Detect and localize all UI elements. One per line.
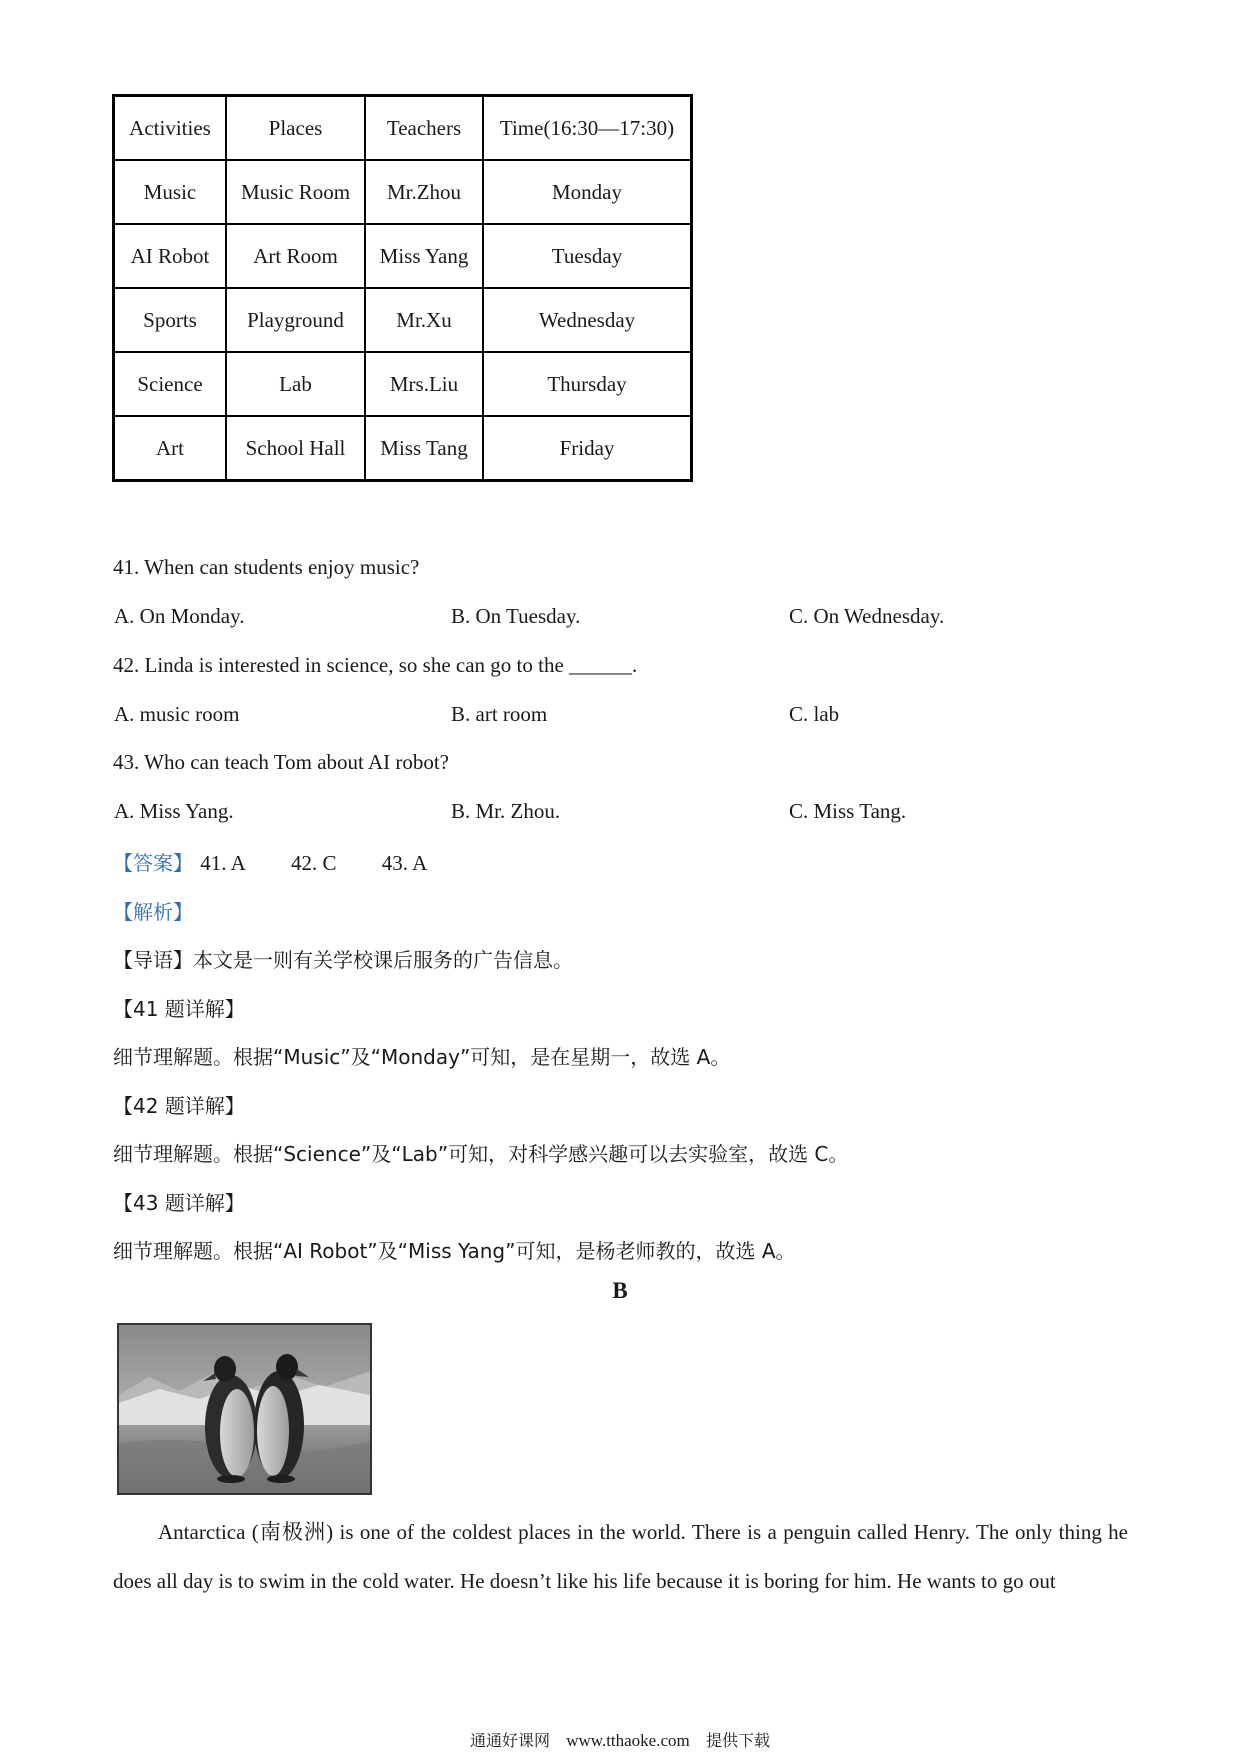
answer-item: 43. A <box>381 851 428 875</box>
table-cell: Science <box>114 352 227 416</box>
table-cell: School Hall <box>226 416 365 481</box>
answer-label: 【答案】 <box>113 851 193 875</box>
table-cell: Music <box>114 160 227 224</box>
question-42: 42. Linda is interested in science, so she can go to the ______. <box>113 653 638 677</box>
question-43: 43. Who can teach Tom about AI robot? <box>113 750 449 774</box>
question-42-option-a: A. music room <box>114 702 240 726</box>
question-41: 41. When can students enjoy music? <box>113 555 420 579</box>
table-cell: Playground <box>226 288 365 352</box>
table-cell: Miss Yang <box>365 224 483 288</box>
table-cell: Mr.Zhou <box>365 160 483 224</box>
question-43-option-c: C. Miss Tang. <box>789 799 907 823</box>
table-cell: Monday <box>483 160 692 224</box>
footer-suffix: 提供下载 <box>706 1731 771 1750</box>
answer-line <box>113 847 427 876</box>
question-43-option-b: B. Mr. Zhou. <box>451 799 561 823</box>
section-b-heading: B <box>612 1278 628 1303</box>
table-header-row <box>114 96 692 161</box>
table-cell: Friday <box>483 416 692 481</box>
table-row <box>114 160 692 224</box>
table-cell: Art Room <box>226 224 365 288</box>
table-row <box>114 224 692 288</box>
table-cell: AI Robot <box>114 224 227 288</box>
detail-41-text: 细节理解题。根据“Music”及“Monday”可知，是在星期一，故选 A。 <box>113 1045 731 1069</box>
table-cell: Mrs.Liu <box>365 352 483 416</box>
activity-schedule-table <box>112 94 693 482</box>
detail-42-title: 【42 题详解】 <box>113 1094 245 1118</box>
analysis-intro: 【导语】本文是一则有关学校课后服务的广告信息。 <box>113 948 573 972</box>
footer-site-name: 通通好课网 <box>469 1731 550 1750</box>
table-cell: Mr.Xu <box>365 288 483 352</box>
table-cell: Lab <box>226 352 365 416</box>
detail-41-title: 【41 题详解】 <box>113 997 245 1021</box>
section-b-paragraph: Antarctica (南极洲) is one of the coldest places in the world. There is a penguin called Henry. The only thing he does all day is to swim in the cold water. He doesn’t like his life because it is boring for him. He wants to go out <box>113 1520 1128 1593</box>
question-41-option-b: B. On Tuesday. <box>451 604 581 628</box>
question-43-option-a: A. Miss Yang. <box>114 799 234 823</box>
table-cell: Sports <box>114 288 227 352</box>
question-41-option-a: A. On Monday. <box>114 604 245 628</box>
table-cell: Thursday <box>483 352 692 416</box>
table-header-cell: Time(16:30—17:30) <box>483 96 692 161</box>
question-41-option-c: C. On Wednesday. <box>789 604 945 628</box>
table-cell: Music Room <box>226 160 365 224</box>
question-42-option-c: C. lab <box>789 702 840 726</box>
detail-42-text: 细节理解题。根据“Science”及“Lab”可知，对科学感兴趣可以去实验室，故选 C。 <box>113 1142 849 1166</box>
table-row <box>114 288 692 352</box>
table-header-cell: Activities <box>114 96 227 161</box>
table-cell: Miss Tang <box>365 416 483 481</box>
penguins-photo <box>117 1323 372 1495</box>
table-row <box>114 416 692 481</box>
table-cell: Art <box>114 416 227 481</box>
table-cell: Wednesday <box>483 288 692 352</box>
page-footer <box>0 1728 1240 1751</box>
table-cell: Tuesday <box>483 224 692 288</box>
detail-43-text: 细节理解题。根据“AI Robot”及“Miss Yang”可知，是杨老师教的，故选 A。 <box>113 1239 796 1263</box>
footer-url[interactable]: www.tthaoke.com <box>566 1731 690 1750</box>
question-42-option-b: B. art room <box>451 702 548 726</box>
answer-item: 42. C <box>291 851 337 875</box>
analysis-label: 【解析】 <box>113 900 193 924</box>
table-header-cell: Teachers <box>365 96 483 161</box>
answer-item: 41. A <box>200 851 246 875</box>
table-row <box>114 352 692 416</box>
detail-43-title: 【43 题详解】 <box>113 1191 245 1215</box>
table-header-cell: Places <box>226 96 365 161</box>
